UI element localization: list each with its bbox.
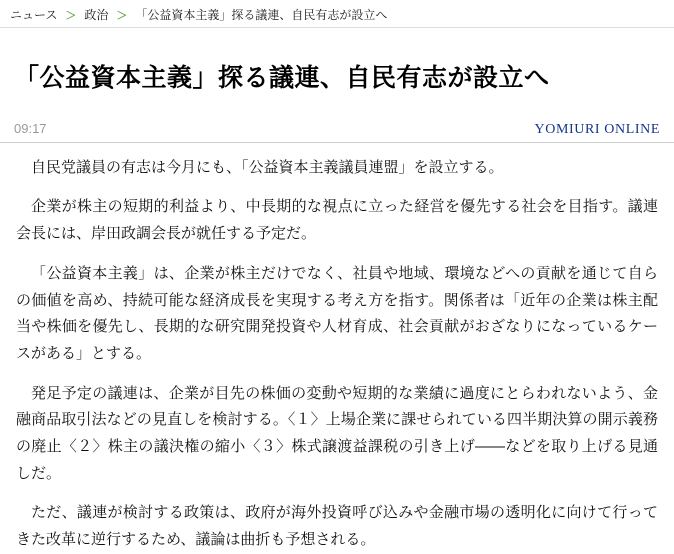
breadcrumb-item-politics[interactable]: 政治: [84, 8, 109, 22]
article-paragraph: 「公益資本主義」は、企業が株主だけでなく、社員や地域、環境などへの貢献を通じて自らの価値を高め、持続可能な経済成長を実現する考え方を指す。関係者は「近年の企業は株主配当や株価を優先し、長期的な研究開発投資や人材育成、社会貢献がおざなりになっているケースがある」とする。: [16, 264, 658, 362]
breadcrumb: [0, 0, 674, 28]
article-paragraph: ただ、議連が検討する政策は、政府が海外投資呼び込みや金融市場の透明化に向けて行ってきた改革に逆行するため、議論は曲折も予想される。: [16, 504, 658, 548]
breadcrumb-current: 「公益資本主義」探る議連、自民有志が設立へ: [135, 8, 388, 22]
article-paragraph: 発足予定の議連は、企業が目先の株価の変動や短期的な業績に過度にとらわれないよう、金融商品取引法などの見直しを検討する。〈１〉上場企業に課せられている四半期決算の開示義務の廃止〈２〉株主の議決権の縮小〈３〉株式譲渡益課税の引き上げ――などを取り上げる見通しだ。: [16, 384, 658, 482]
article-paragraph: 自民党議員の有志は今月にも、「公益資本主義議員連盟」を設立する。: [31, 158, 504, 176]
breadcrumb-item-news[interactable]: ニュース: [10, 8, 58, 22]
article-meta: [0, 117, 674, 143]
page-title: 「公益資本主義」探る議連、自民有志が設立へ: [14, 63, 550, 92]
article-body: [0, 143, 674, 554]
chevron-right-icon: ＞: [65, 9, 77, 22]
chevron-right-icon-2: ＞: [116, 9, 128, 22]
article-paragraph: 企業が株主の短期的利益より、中長期的な視点に立った経営を優先する社会を目指す。議連会長には、岸田政調会長が就任する予定だ。: [16, 198, 658, 243]
site-brand-logo: YOMIURI ONLINE: [534, 121, 660, 137]
timestamp: 09:17: [14, 120, 47, 136]
